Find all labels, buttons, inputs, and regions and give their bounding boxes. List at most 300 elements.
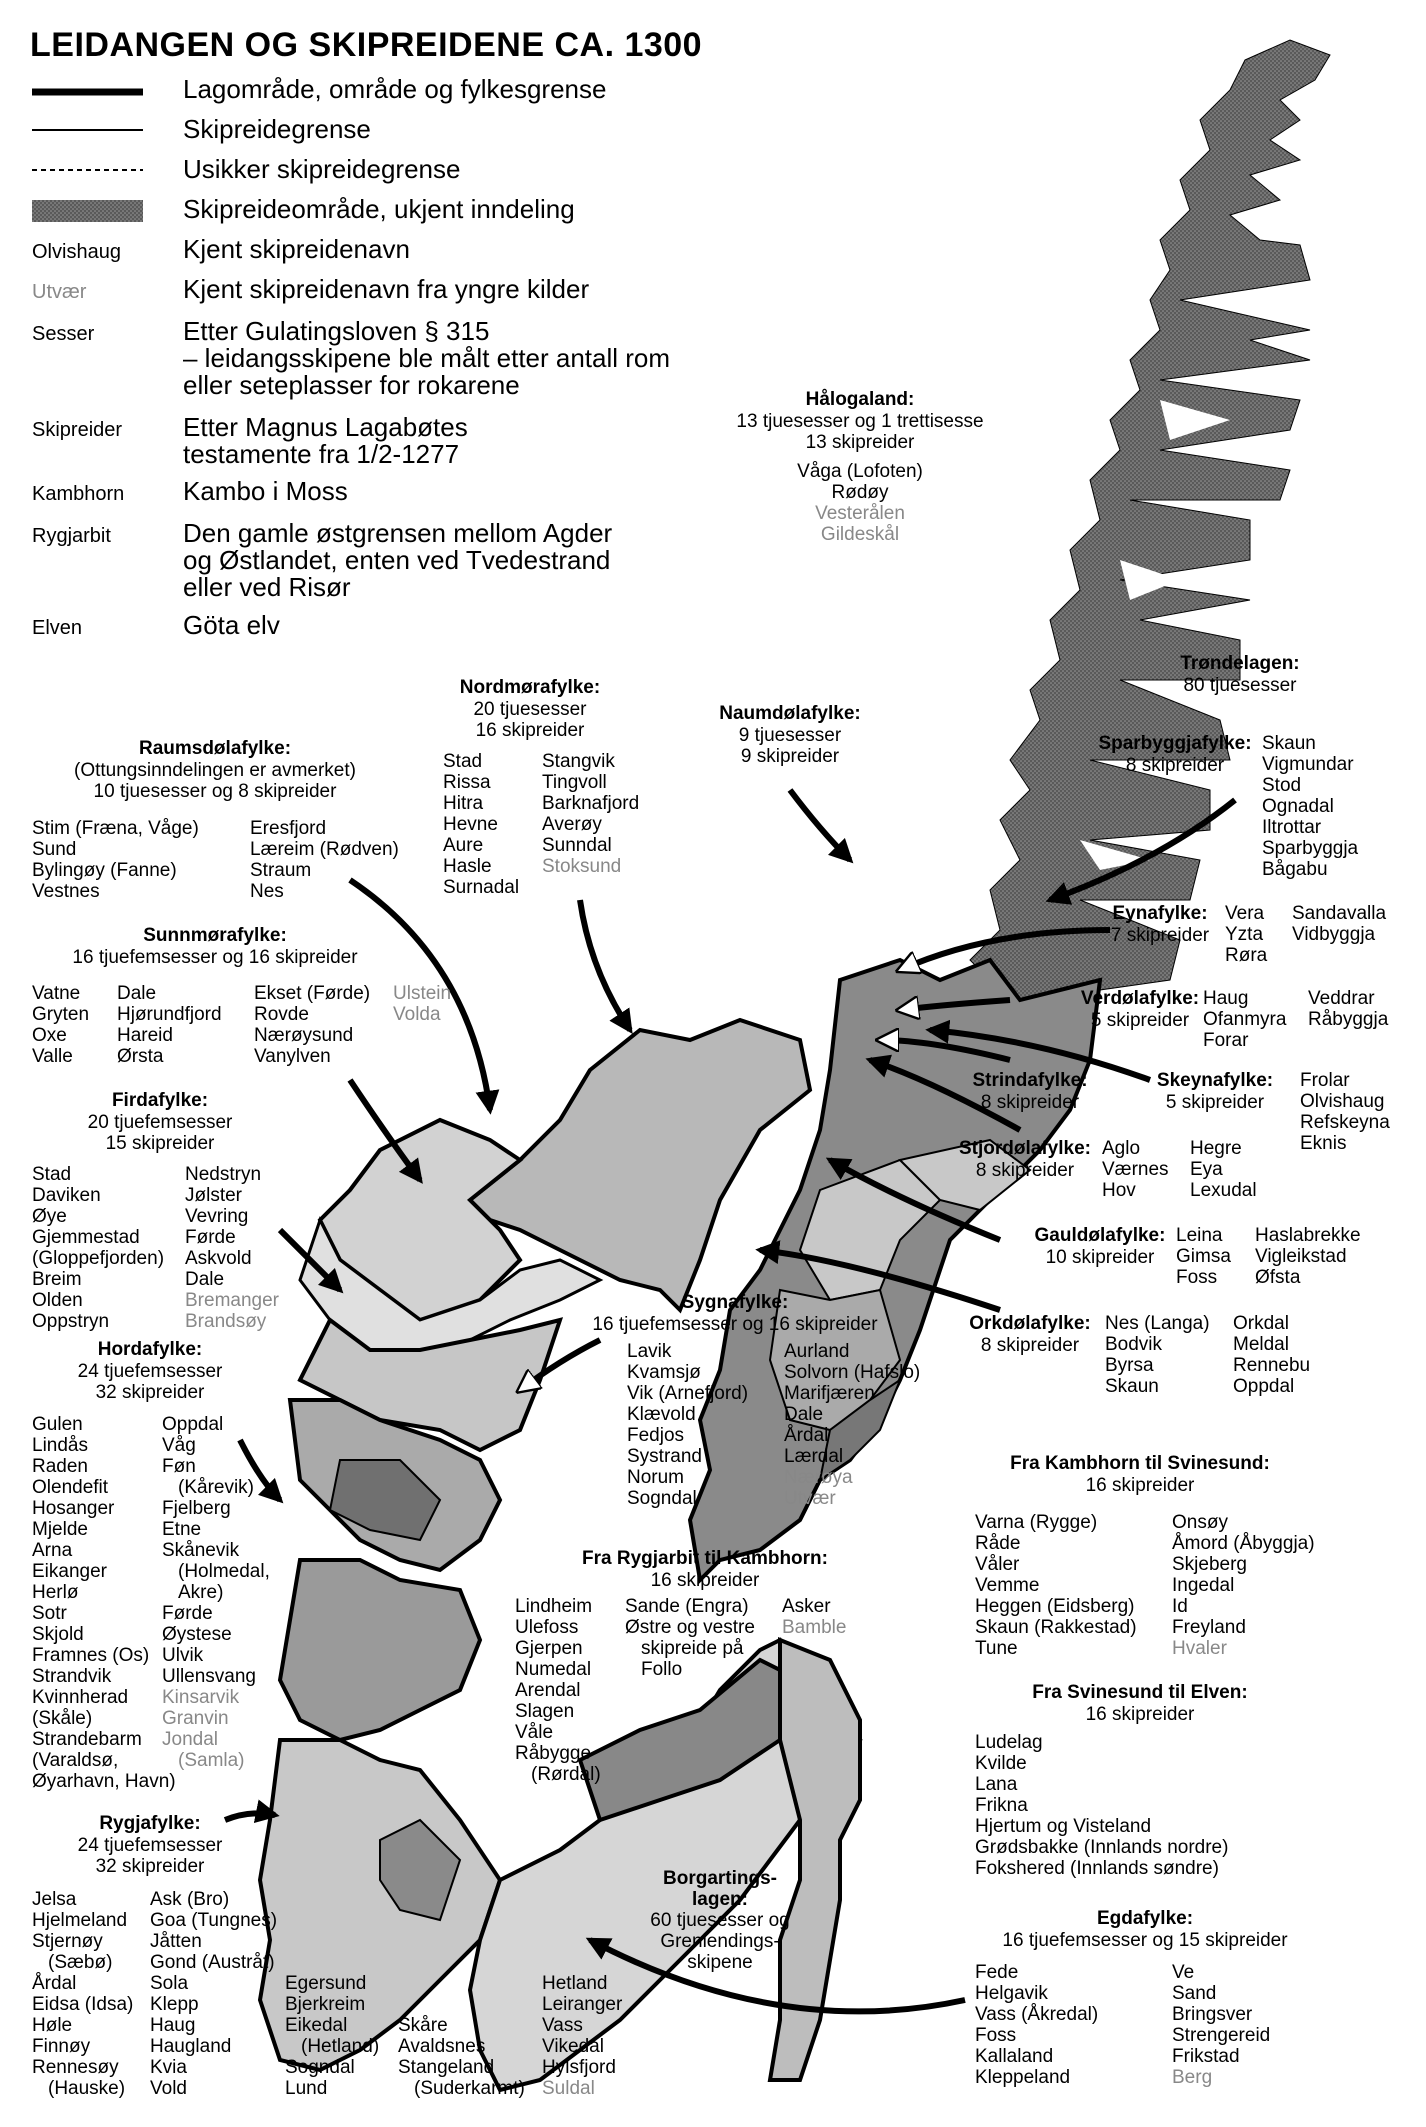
skipreide-name: Fjelberg — [162, 1498, 231, 1519]
skipreide-name: Tingvoll — [542, 772, 607, 793]
skipreide-name: Bylingøy (Fanne) — [32, 860, 177, 881]
region-sub: Grenlendings- — [660, 1931, 780, 1952]
skipreide-name: Eidsa (Idsa) — [32, 1994, 134, 2015]
skipreide-name: Lindås — [32, 1435, 88, 1456]
region-name: Firdafylke: — [111, 1090, 209, 1111]
region-sub: 13 tjuesesser og 1 trettisesse — [736, 411, 984, 432]
skipreide-name: Skaun — [1105, 1376, 1159, 1397]
skipreide-name: Oppdal — [162, 1414, 224, 1435]
region-sub: 16 tjuefemsesser og 15 skipreider — [1002, 1930, 1288, 1951]
region-svinesund — [975, 1682, 1305, 1725]
region-sub: 16 skipreider — [1085, 1704, 1195, 1725]
skipreide-name: (Gloppefjorden) — [32, 1248, 165, 1269]
skipreide-name-later: Bamble — [782, 1617, 847, 1638]
skipreide-name: Bringsver — [1172, 2004, 1253, 2025]
skipreide-name: Førde — [162, 1603, 213, 1624]
skipreide-name-later: Gildeskål — [820, 524, 900, 545]
region-sub: 8 skipreider — [980, 1335, 1080, 1356]
skipreide-name: Eknis — [1300, 1133, 1347, 1154]
region-name: Sparbyggjafylke: — [1098, 733, 1252, 754]
skipreide-name: Hetland — [542, 1973, 608, 1994]
region-sub: 24 tjuefemsesser — [77, 1835, 223, 1856]
skipreide-name: Gjerpen — [515, 1638, 583, 1659]
skipreide-name: Våler — [975, 1554, 1020, 1575]
skipreide-name: Arna — [32, 1540, 73, 1561]
skipreide-name: Kleppeland — [975, 2067, 1071, 2088]
skipreide-name-later: Granvin — [162, 1708, 229, 1729]
region-gauldola — [1015, 1225, 1185, 1268]
legend-desc-2: Skipreidegrense — [183, 114, 371, 144]
region-halogaland — [710, 389, 1010, 545]
region-sub: (Ottungsinndelingen er avmerket) — [74, 760, 356, 781]
skipreide-name: Kvia — [150, 2057, 187, 2078]
rygja-col3 — [285, 1973, 379, 2099]
skipreide-name: Skjold — [32, 1624, 84, 1645]
skipreide-name: Ve — [1172, 1962, 1195, 1983]
egda-col1 — [975, 1962, 1098, 2088]
sparbyggja-names — [1262, 733, 1358, 880]
rygjarbit-col1 — [515, 1596, 601, 1785]
legend-desc-11: Göta elv — [183, 610, 280, 640]
region-trondelagen — [1140, 653, 1340, 696]
skeyna-names — [1300, 1070, 1390, 1154]
skipreide-name: Skaun (Rakkestad) — [975, 1617, 1137, 1638]
skipreide-name: Hevne — [443, 814, 498, 835]
skipreide-name: Rennebu — [1233, 1355, 1311, 1376]
skipreide-name: Foss — [1176, 1267, 1218, 1288]
legend-hatched-swatch — [32, 200, 143, 222]
legend-desc-3: Usikker skipreidegrense — [183, 154, 461, 184]
skipreide-name: Kvamsjø — [627, 1362, 701, 1383]
legend-key-elven: Elven — [32, 617, 83, 639]
legend-key-olvishaug: Olvishaug — [32, 241, 121, 263]
region-name: Skeynafylke: — [1156, 1070, 1274, 1091]
skipreide-name: Arendal — [515, 1680, 581, 1701]
region-verdola — [1060, 988, 1220, 1031]
skipreide-name: (Sæbø) — [48, 1952, 113, 1973]
skipreide-name: Breim — [32, 1269, 82, 1290]
skipreide-name: Aure — [443, 835, 484, 856]
region-name: Trøndelagen: — [1180, 653, 1300, 674]
skipreide-name: Råbyggja — [1308, 1009, 1389, 1030]
skipreide-name: Sunndal — [542, 835, 612, 856]
skipreide-name: Skånevik — [162, 1540, 240, 1561]
horda-col1 — [32, 1414, 176, 1792]
region-sub: 7 skipreider — [1110, 925, 1210, 946]
skipreide-name: Refskeyna — [1300, 1112, 1390, 1133]
rygjarbit-col3 — [782, 1596, 846, 1638]
nordmora-col2 — [542, 751, 639, 877]
skipreide-name: Øyarhavn, Havn) — [32, 1771, 176, 1792]
skipreide-name: Skjeberg — [1172, 1554, 1247, 1575]
region-sub: skipene — [687, 1952, 753, 1973]
skipreide-name: Vigleikstad — [1255, 1246, 1347, 1267]
region-name: Sunnmørafylke: — [143, 925, 287, 946]
skipreide-name: Daviken — [32, 1185, 101, 1206]
skipreide-name: Hjertum og Visteland — [975, 1816, 1152, 1837]
region-sub: 8 skipreider — [980, 1092, 1080, 1113]
skipreide-name: Øye — [32, 1206, 67, 1227]
legend-desc-4: Skipreideområde, ukjent inndeling — [183, 194, 575, 224]
skipreide-name: Haslabrekke — [1255, 1225, 1361, 1246]
skipreide-name: Øystese — [162, 1624, 232, 1645]
skipreide-name: Stod — [1262, 775, 1302, 796]
skipreide-name: Vatne — [32, 983, 81, 1004]
skipreide-name: Mjelde — [32, 1519, 88, 1540]
sygna-col1 — [627, 1341, 748, 1509]
skipreide-name: Haug — [1203, 988, 1249, 1009]
skipreide-name: Varna (Rygge) — [975, 1512, 1098, 1533]
skipreide-name: Hjelmeland — [32, 1910, 128, 1931]
skipreide-name: Våga (Lofoten) — [797, 461, 923, 482]
region-sub: 8 skipreider — [975, 1160, 1075, 1181]
skipreide-name: Ask (Bro) — [150, 1889, 230, 1910]
region-sub: 16 skipreider — [475, 720, 585, 741]
skipreide-name: Lexudal — [1190, 1180, 1257, 1201]
skipreide-name-later: Berg — [1172, 2067, 1213, 2088]
region-sub: 16 tjuefemsesser og 16 skipreider — [72, 947, 358, 968]
verdola-col1 — [1203, 988, 1286, 1051]
region-sub: 24 tjuefemsesser — [77, 1361, 223, 1382]
skipreide-name: Meldal — [1233, 1334, 1289, 1355]
skipreide-name: Ognadal — [1262, 796, 1334, 817]
skipreide-name: Dale — [784, 1404, 824, 1425]
skipreide-name: Lana — [975, 1774, 1018, 1795]
skipreide-name: Øfsta — [1255, 1267, 1301, 1288]
skipreide-name: Aurland — [784, 1341, 850, 1362]
skipreide-name: Id — [1172, 1596, 1188, 1617]
rygja-col1 — [32, 1889, 133, 2099]
region-name: Fra Rygjarbit til Kambhorn: — [582, 1548, 828, 1569]
skipreide-name: Sogndal — [285, 2057, 355, 2078]
skipreide-name: Vikedal — [542, 2036, 604, 2057]
skipreide-name: Stad — [32, 1164, 72, 1185]
skipreide-name: (Hauske) — [48, 2078, 126, 2099]
skipreide-name: Nes — [250, 881, 284, 902]
skipreide-name: Jølster — [185, 1185, 242, 1206]
skipreide-name: Læreim (Rødven) — [250, 839, 399, 860]
skipreide-name: Leina — [1176, 1225, 1223, 1246]
region-sub: 9 tjuesesser — [738, 725, 842, 746]
legend-desc-1: Lagområde, område og fylkesgrense — [183, 74, 607, 104]
skipreide-name: Fede — [975, 1962, 1019, 1983]
region-sub: 60 tjuesesser og — [650, 1910, 790, 1931]
legend-desc-9: Kambo i Moss — [183, 476, 348, 506]
region-rygjarbit — [555, 1548, 855, 1591]
skipreide-name: Høle — [32, 2015, 73, 2036]
skipreide-name: Ludelag — [975, 1732, 1043, 1753]
skipreide-name: Stangvik — [542, 751, 615, 772]
skipreide-name: Akre) — [178, 1582, 224, 1603]
region-borgartingslagen — [635, 1868, 805, 1973]
skipreide-name: Ullensvang — [162, 1666, 256, 1687]
skipreide-name-later: Jondal — [162, 1729, 218, 1750]
skipreide-name: Frikstad — [1172, 2046, 1240, 2067]
sunnmora-col3 — [254, 983, 370, 1067]
skipreide-name: Eresfjord — [250, 818, 327, 839]
skipreide-name: Sotr — [32, 1603, 67, 1624]
legend-key-skipreider: Skipreider — [32, 419, 123, 441]
firda-col2 — [185, 1164, 279, 1332]
skipreide-name: Sola — [150, 1973, 189, 1994]
skipreide-name: Bodvik — [1105, 1334, 1163, 1355]
skipreide-name: Stim (Fræna, Våge) — [32, 818, 199, 839]
region-naumdola — [690, 703, 890, 767]
rygja-col4 — [398, 2015, 525, 2099]
skipreide-name: Kallaland — [975, 2046, 1054, 2067]
map-title: LEIDANGEN OG SKIPREIDENE CA. 1300 — [30, 26, 703, 64]
skipreide-name: Gimsa — [1176, 1246, 1231, 1267]
raumsdola-col1 — [32, 818, 199, 902]
skipreide-name: Jelsa — [32, 1889, 77, 1910]
skipreide-name: Bågabu — [1262, 859, 1328, 880]
skipreide-name: Kvinnherad — [32, 1687, 129, 1708]
region-sub: 32 skipreider — [95, 1382, 205, 1403]
legend-key-kambhorn: Kambhorn — [32, 483, 125, 505]
rygjarbit-col2 — [625, 1596, 755, 1680]
skipreide-name: Forar — [1203, 1030, 1249, 1051]
region-sub: 15 skipreider — [105, 1133, 215, 1154]
skipreide-name: Byrsa — [1105, 1355, 1154, 1376]
skipreide-name: Vanylven — [254, 1046, 331, 1067]
orkdola-col2 — [1233, 1313, 1310, 1397]
skipreide-name: Olvishaug — [1300, 1091, 1385, 1112]
skipreide-name: Skaun — [1262, 733, 1316, 754]
skipreide-name: (Kårevik) — [178, 1477, 255, 1498]
skipreide-name: Asker — [782, 1596, 831, 1617]
skipreide-name: Dale — [117, 983, 157, 1004]
skipreide-name: Norum — [627, 1467, 685, 1488]
kambhorn-col1 — [975, 1512, 1137, 1659]
skipreide-name: (Hetland) — [301, 2036, 380, 2057]
kambhorn-col2 — [1172, 1512, 1315, 1659]
skipreide-name: Fedjos — [627, 1425, 685, 1446]
skipreide-name: Oxe — [32, 1025, 67, 1046]
skipreide-name: Sand — [1172, 1983, 1217, 2004]
skipreide-name: Olden — [32, 1290, 83, 1311]
skipreide-name: Hareid — [117, 1025, 173, 1046]
skipreide-name: (Suderkarmt) — [414, 2078, 525, 2099]
region-strinda — [955, 1070, 1105, 1113]
sunnmora-col2 — [117, 983, 222, 1067]
skipreide-name: Bjerkreim — [285, 1994, 366, 2015]
skipreide-name: Egersund — [285, 1973, 367, 1994]
verdola-col2 — [1308, 988, 1388, 1030]
legend-desc-5: Kjent skipreidenavn — [183, 234, 410, 264]
region-name: Raumsdølafylke: — [138, 738, 292, 759]
skipreide-name: Marifjæren — [784, 1383, 875, 1404]
region-name: Stjordølafylke: — [959, 1138, 1091, 1159]
skipreide-name: Ekset (Førde) — [254, 983, 371, 1004]
skipreide-name: Veddrar — [1308, 988, 1375, 1009]
region-name: Rygjafylke: — [99, 1813, 201, 1834]
skipreide-name: Numedal — [515, 1659, 592, 1680]
nordmora-col1 — [443, 751, 519, 898]
region-sub: 10 tjuesesser og 8 skipreider — [93, 781, 337, 802]
skipreide-name: Sande (Engra) — [625, 1596, 749, 1617]
arrow-naumdola — [790, 790, 850, 860]
skipreide-name: Hylsfjord — [542, 2057, 616, 2078]
region-sub: 10 skipreider — [1045, 1247, 1155, 1268]
skipreide-name: Østre og vestre — [625, 1617, 755, 1638]
skipreide-name: Åmord (Åbyggja) — [1172, 1533, 1315, 1554]
skipreide-name: Barknafjord — [542, 793, 640, 814]
skipreide-name: Vigmundar — [1262, 754, 1354, 775]
region-sub: 13 skipreider — [805, 432, 915, 453]
skipreide-name: Systrand — [627, 1446, 702, 1467]
gauldola-col1 — [1176, 1225, 1231, 1288]
skipreide-name: Jåtten — [150, 1931, 202, 1952]
skipreide-name: Dale — [185, 1269, 225, 1290]
region-sub: 20 tjuefemsesser — [87, 1112, 233, 1133]
skipreide-name: Herlø — [32, 1582, 79, 1603]
skipreide-name: Helgavik — [975, 1983, 1048, 2004]
skipreide-name: Heggen (Eidsberg) — [975, 1596, 1135, 1617]
legend-desc-10: Den gamle østgrensen mellom Agder og Østlandet, enten ved Tvedestrand eller ved Risør — [183, 518, 613, 602]
region-name: Borgartings- — [663, 1868, 777, 1889]
skipreide-name: Vestnes — [32, 881, 100, 902]
region-name: Fra Kambhorn til Svinesund: — [1010, 1453, 1270, 1474]
region-sub: 16 tjuefemsesser og 16 skipreider — [592, 1314, 878, 1335]
eyna-col1 — [1225, 903, 1267, 966]
skipreide-name: Haug — [150, 2015, 196, 2036]
region-orkdola — [955, 1313, 1105, 1356]
skipreide-name: Straum — [250, 860, 312, 881]
skipreide-name: Nedstryn — [185, 1164, 262, 1185]
skipreide-name: Strandebarm — [32, 1729, 142, 1750]
region-nordmora — [430, 677, 630, 741]
skipreide-name: Vik (Arnefjord) — [627, 1383, 749, 1404]
skipreide-name-later: Bremanger — [185, 1290, 279, 1311]
region-sub: 8 skipreider — [1125, 755, 1225, 776]
skipreide-name: Nes (Langa) — [1105, 1313, 1210, 1334]
gauldola-col2 — [1255, 1225, 1361, 1288]
skipreide-name: Føn — [162, 1456, 196, 1477]
skipreide-name: Tune — [975, 1638, 1018, 1659]
skipreide-name: Eikedal — [285, 2015, 348, 2036]
skipreide-name: Våg — [162, 1435, 196, 1456]
skipreide-name-later: Ulstein — [393, 983, 452, 1004]
skipreide-name: Vass (Åkredal) — [975, 2004, 1099, 2025]
skipreide-name: Gulen — [32, 1414, 83, 1435]
skipreide-name: Eya — [1190, 1159, 1223, 1180]
skipreide-name: Olendefit — [32, 1477, 109, 1498]
sygna-col2 — [784, 1341, 920, 1509]
skipreide-name: Råde — [975, 1533, 1021, 1554]
skipreide-name: Hegre — [1190, 1138, 1242, 1159]
region-eyna — [1090, 903, 1230, 946]
region-sub: 16 skipreider — [1085, 1475, 1195, 1496]
legend-desc-7: Etter Gulatingsloven § 315 – leidangsskipene ble målt etter antall rom eller seteplasser for rokarene — [183, 316, 671, 400]
skipreide-name: Værnes — [1102, 1159, 1169, 1180]
region-stjordola — [945, 1138, 1105, 1181]
region-name: Verdølafylke: — [1080, 988, 1200, 1009]
skipreide-name: (Varaldsø, — [32, 1750, 119, 1771]
skipreide-name: Frikna — [975, 1795, 1028, 1816]
arrow-nordmora — [580, 900, 630, 1030]
skipreide-name: Rennesøy — [32, 2057, 119, 2078]
region-sub: 5 skipreider — [1165, 1092, 1265, 1113]
horda-col2 — [162, 1414, 270, 1771]
region-sparbyggja — [1085, 733, 1265, 776]
skipreide-name: Årdal — [32, 1973, 77, 1994]
skipreide-name: Hov — [1102, 1180, 1136, 1201]
sunnmora-later — [393, 983, 451, 1025]
skipreide-name: (Rørdal) — [531, 1764, 601, 1785]
skipreide-name: Foss — [975, 2025, 1017, 2046]
skipreide-name: Avaldsnes — [398, 2036, 486, 2057]
region-name: Nordmørafylke: — [459, 677, 601, 698]
skipreide-name: Oppstryn — [32, 1311, 110, 1332]
skipreide-name: Ørsta — [117, 1046, 164, 1067]
sunnmora-col1 — [32, 983, 89, 1067]
skipreide-name: Strengereid — [1172, 2025, 1271, 2046]
skipreide-name: Lindheim — [515, 1596, 593, 1617]
skipreide-name: Surnadal — [443, 877, 520, 898]
skipreide-name: Solvorn (Hafslo) — [784, 1362, 921, 1383]
rygja-col2 — [150, 1889, 277, 2099]
orkdola-col1 — [1105, 1313, 1210, 1397]
skipreide-name: Vevring — [185, 1206, 249, 1227]
skipreide-name: Valle — [32, 1046, 73, 1067]
stjordola-col2 — [1190, 1138, 1257, 1201]
skipreide-name: Klævold — [627, 1404, 696, 1425]
legend-symbols — [32, 92, 143, 222]
legend-key-utvaer: Utvær — [32, 281, 87, 303]
region-name: Hålogaland: — [805, 389, 915, 410]
skipreide-name: Sandavalla — [1292, 903, 1387, 924]
skipreide-name: Haugland — [150, 2036, 232, 2057]
region-name: Eynafylke: — [1112, 903, 1208, 924]
region-name: lagen: — [692, 1889, 748, 1910]
skipreide-name: Lund — [285, 2078, 328, 2099]
region-sub: 20 tjuesesser — [473, 699, 587, 720]
skipreide-name: Lavik — [627, 1341, 672, 1362]
skipreide-name-later: Utvær — [784, 1488, 836, 1509]
skipreide-name-later: Hvaler — [1172, 1638, 1227, 1659]
skipreide-name-later: Vesterålen — [815, 503, 905, 524]
skipreide-name-later: Kinsarvik — [162, 1687, 240, 1708]
legend-key-rygjarbit: Rygjarbit — [32, 525, 111, 547]
region-sygna — [585, 1292, 885, 1335]
skipreide-name: Ulefoss — [515, 1617, 579, 1638]
skipreide-name: Askvold — [185, 1248, 252, 1269]
skipreide-name-later: Volda — [393, 1004, 441, 1025]
skipreide-name: Råbygge — [515, 1743, 592, 1764]
raumsdola-col2 — [250, 818, 399, 902]
region-name: Strindafylke: — [972, 1070, 1088, 1091]
region-sub: 16 skipreider — [650, 1570, 760, 1591]
region-name: Sygnafylke: — [681, 1292, 789, 1313]
region-skeyna — [1135, 1070, 1295, 1113]
skipreide-name: Rødøy — [831, 482, 889, 503]
skipreide-name: Røra — [1225, 945, 1268, 966]
skipreide-name-later: (Samla) — [178, 1750, 245, 1771]
region-rygja — [50, 1813, 250, 1877]
region-horda — [50, 1339, 250, 1403]
skipreide-name: Etne — [162, 1519, 202, 1540]
skipreide-name: (Holmedal, — [178, 1561, 270, 1582]
skipreide-name: Sund — [32, 839, 77, 860]
skipreide-name: Nærøysund — [254, 1025, 354, 1046]
skipreide-name: Vidbyggja — [1292, 924, 1376, 945]
region-sunnmora — [40, 925, 390, 968]
skipreide-name: Follo — [641, 1659, 683, 1680]
skipreide-name: Aglo — [1102, 1138, 1141, 1159]
skipreide-name: Stangeland — [398, 2057, 495, 2078]
eyna-col2 — [1292, 903, 1386, 945]
skipreide-name: Førde — [185, 1227, 236, 1248]
